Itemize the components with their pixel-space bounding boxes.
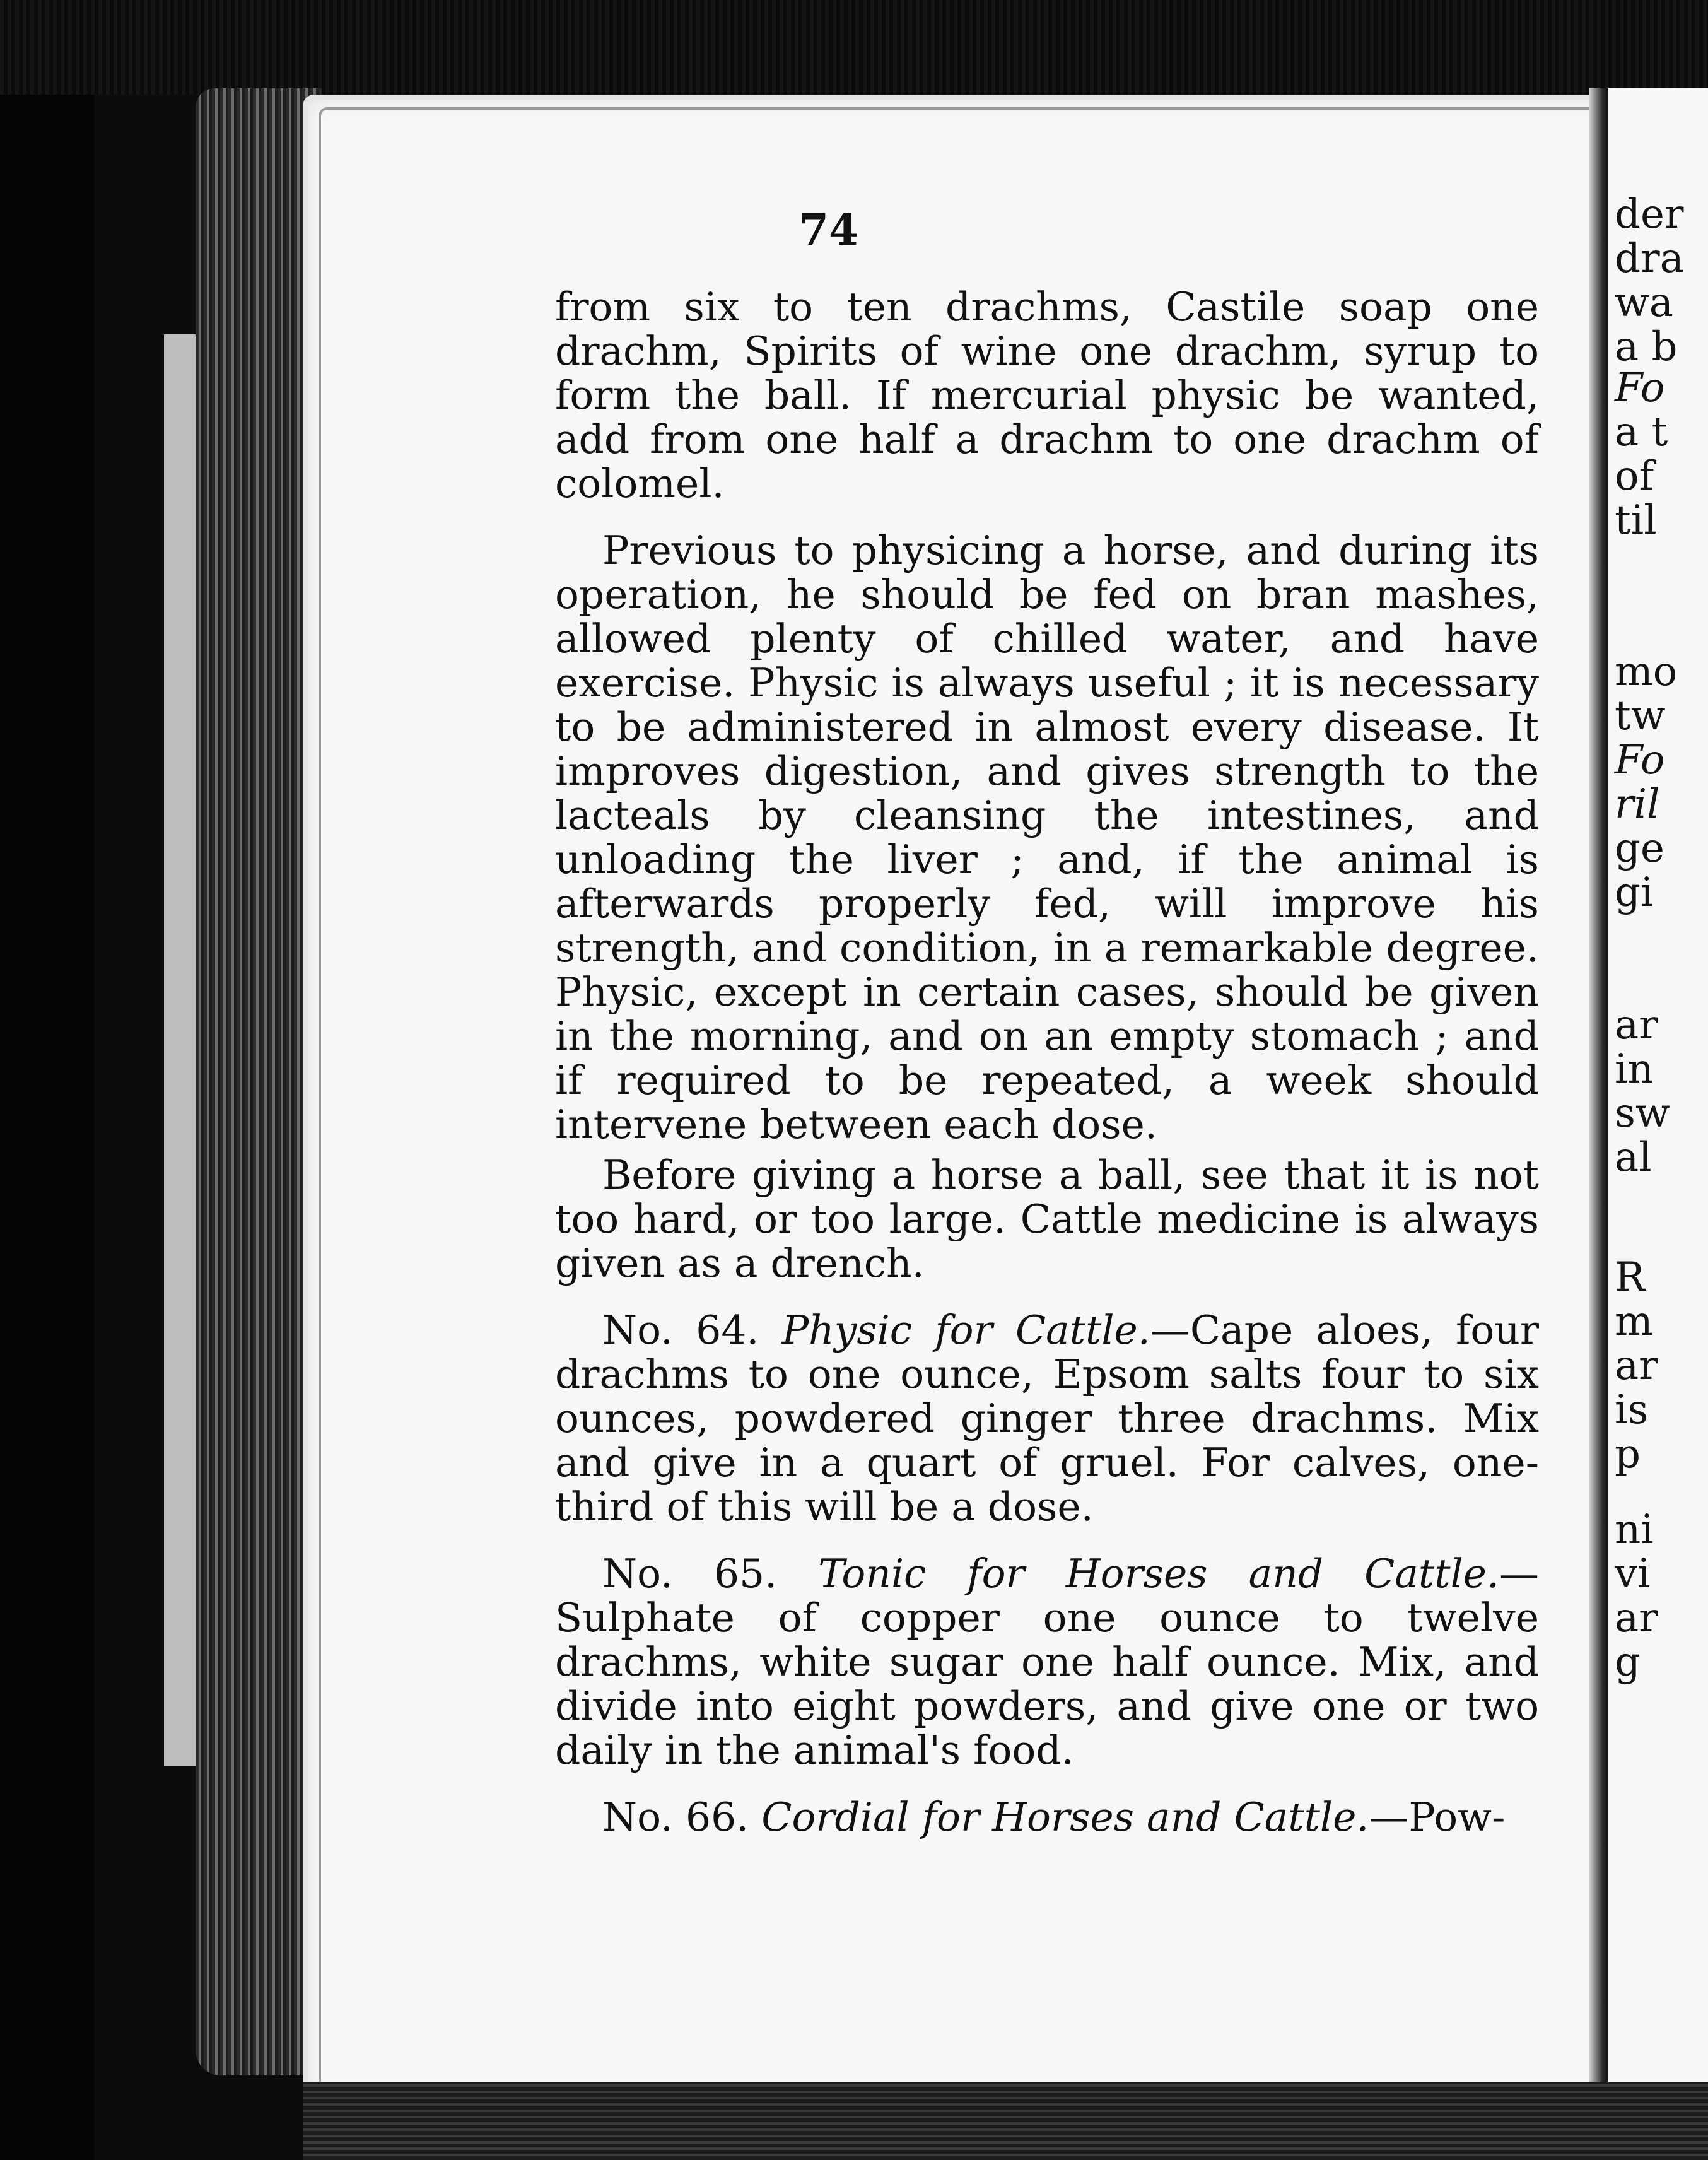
facing-page-fragment: ni bbox=[1615, 1506, 1654, 1553]
book-gutter bbox=[1589, 88, 1608, 2160]
facing-page-fragment: gi bbox=[1615, 869, 1654, 916]
paragraph-physicing: Previous to physicing a horse, and during its operation, he should be fed on bran mashes, allowed plenty of chilled water, and have exercise. Physic is always useful ; it is necessary to be administered in almost every disease. It improves digestion, and gives strength to the lacteals by cleansing the intestines, and unloading the liver ; and, if the animal is afterwards properly fed, will improve his strength, and condition, in a remarkable degree. Physic, except in certain cases, should be given in the morning, and on an empty stomach ; and if required to be repeated, a week should intervene between each dose. bbox=[555, 527, 1539, 1148]
facing-page bbox=[1608, 88, 1708, 2160]
recipe-text: —Pow- bbox=[1369, 1794, 1506, 1840]
recipe-title: Physic for Cattle. bbox=[781, 1307, 1150, 1353]
paragraph-continuation: from six to ten drachms, Castile soap one drachm, Spirits of wine one drachm, syrup to form the ball. If mercurial physic be wanted, add from one half a drachm to one drachm of colomel. bbox=[555, 284, 1539, 507]
facing-page-fragment: ar bbox=[1615, 1342, 1658, 1389]
facing-page-fragment: wa bbox=[1615, 279, 1673, 326]
facing-page-fragment: ril bbox=[1615, 781, 1660, 828]
facing-page-fragment: R bbox=[1615, 1254, 1646, 1301]
facing-page-fragment: is bbox=[1615, 1387, 1649, 1433]
recipe-text: —Cape aloes, four drachms to one ounce, Epsom salts four to six ounces, powdered ginger three drachms. Mix and give in a quart of gruel. For calves, one-third of this will be a dose. bbox=[555, 1307, 1539, 1530]
facing-page-fragment: in bbox=[1615, 1046, 1654, 1093]
facing-page-fragment: der bbox=[1615, 191, 1684, 238]
page-body-text bbox=[555, 285, 1539, 1840]
facing-page-fragment: ar bbox=[1615, 1595, 1658, 1641]
facing-page-fragment: a b bbox=[1615, 324, 1678, 370]
recipe-text: —Sulphate of copper one ounce to twelve drachms, white sugar one half ounce. Mix, and divide into eight powders, and give one or two daily in the animal's food. bbox=[555, 1551, 1539, 1773]
paragraph-ball: Before giving a horse a ball, see that it is not too hard, or too large. Cattle medicine is always given as a drench. bbox=[555, 1152, 1539, 1286]
recipe-65 bbox=[555, 1552, 1539, 1773]
scanner-background-left bbox=[0, 95, 95, 2160]
facing-page-fragment: of bbox=[1615, 453, 1654, 500]
recipe-number: No. 64. bbox=[602, 1307, 759, 1353]
facing-page-fragment: m bbox=[1615, 1298, 1653, 1345]
facing-page-fragment: mo bbox=[1615, 649, 1678, 695]
facing-page-fragment: Fo bbox=[1615, 737, 1665, 784]
facing-page-fragment: sw bbox=[1615, 1090, 1670, 1137]
book-bottom-edge bbox=[303, 2082, 1708, 2160]
recipe-title: Cordial for Horses and Cattle. bbox=[761, 1794, 1369, 1840]
recipe-number: No. 66. bbox=[602, 1794, 749, 1840]
facing-page-fragment: tw bbox=[1615, 693, 1666, 739]
facing-page-fragment: Fo bbox=[1615, 365, 1665, 411]
facing-page-fragment: dra bbox=[1615, 235, 1684, 282]
facing-page-fragment: p bbox=[1615, 1431, 1641, 1477]
scanner-background-top bbox=[0, 0, 1708, 95]
facing-page-fragment: vi bbox=[1615, 1551, 1651, 1597]
facing-page-fragment: a t bbox=[1615, 409, 1668, 455]
recipe-title: Tonic for Horses and Cattle. bbox=[818, 1551, 1499, 1597]
facing-page-fragment: ar bbox=[1615, 1002, 1658, 1048]
facing-page-fragment: ge bbox=[1615, 825, 1664, 872]
recipe-66 bbox=[555, 1795, 1539, 1840]
facing-page-fragment: til bbox=[1615, 497, 1657, 544]
recipe-64 bbox=[555, 1308, 1539, 1529]
facing-page-fragment: al bbox=[1615, 1134, 1652, 1181]
recipe-number: No. 65. bbox=[602, 1551, 778, 1597]
page-number: 74 bbox=[798, 205, 859, 255]
facing-page-fragment: g bbox=[1615, 1639, 1641, 1686]
